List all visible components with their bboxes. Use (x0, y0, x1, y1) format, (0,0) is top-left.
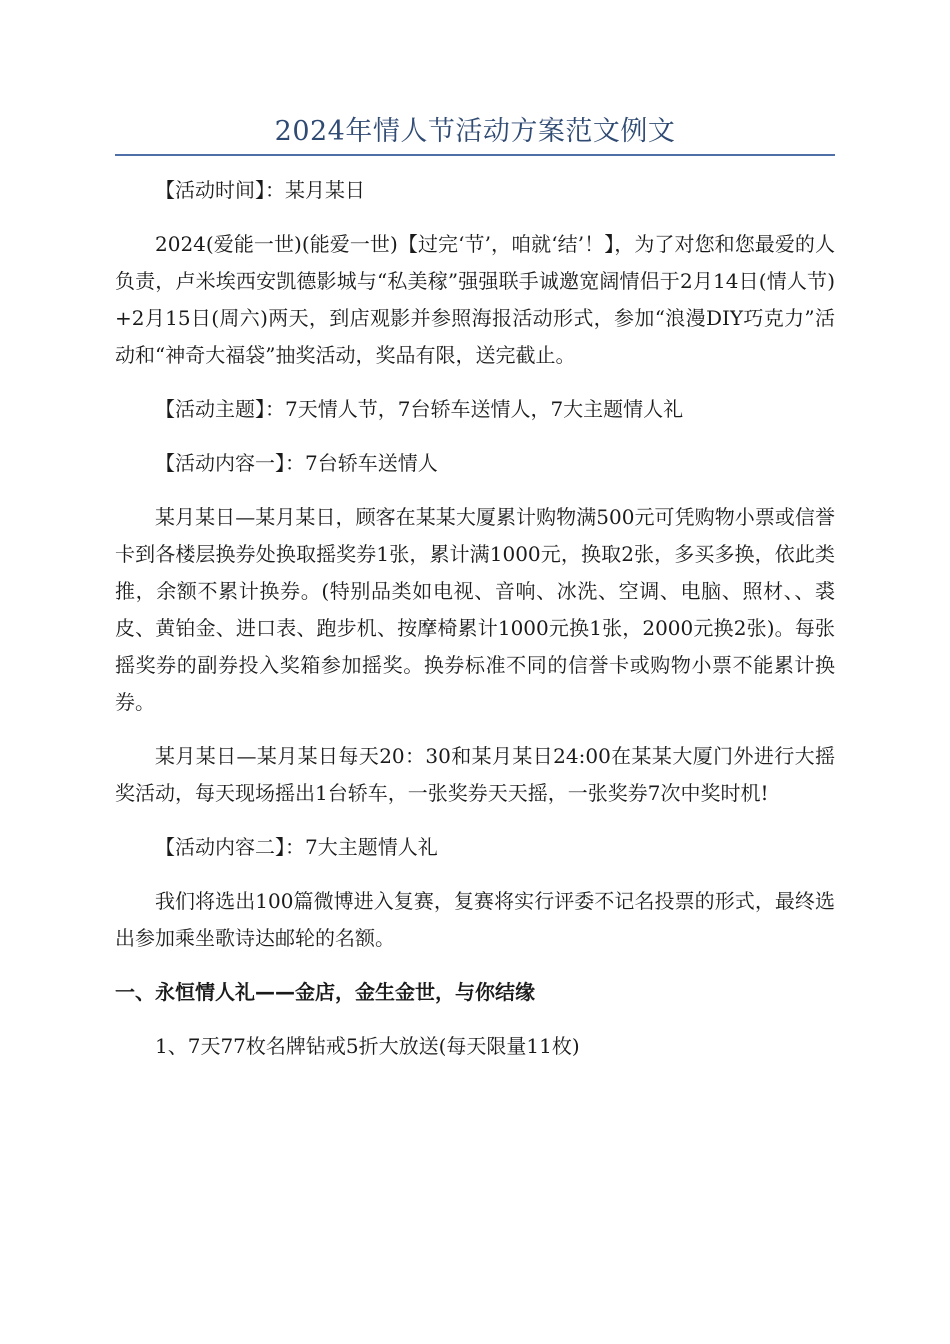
section-heading: 一、永恒情人礼——金店，金生金世，与你结缘 (115, 980, 535, 1004)
title-underline (115, 154, 835, 156)
list-item: 1、7天77枚名牌钻戒5折大放送(每天限量11枚) (155, 1034, 580, 1058)
paragraph-activity-time: 【活动时间】：某月某日 (155, 178, 365, 202)
paragraph-intro: 2024(爱能一世)(能爱一世)【过完‘节’，咱就‘结’！】，为了对您和您最爱的人负责，卢米埃西安凯德影城与“私美稼”强强联手诚邀宽阔情侣于2月14日(情人节)+2月15日(周六)两天，到店观影并参照海报活动形式，参加“浪漫DIY巧克力”活动和“神奇大福袋”抽奖活动，奖品有限，送完截止。 (115, 232, 835, 367)
document-body (115, 172, 835, 1065)
paragraph-content-one-detail: 某月某日—某月某日，顾客在某某大厦累计购物满500元可凭购物小票或信誉卡到各楼层换券处换取摇奖券1张，累计满1000元，换取2张，多买多换，依此类推，余额不累计换券。(特别品类如电视、音响、冰洗、空调、电脑、照材、、裘皮、黄铂金、进口表、跑步机、按摩椅累计1000元换1张，2000元换2张)。每张摇奖券的副券投入奖箱参加摇奖。换券标准不同的信誉卡或购物小票不能累计换券。 (115, 505, 835, 714)
document-title: 2024年情人节活动方案范文例文 (274, 116, 676, 147)
paragraph-lottery-detail: 某月某日—某月某日每天20：30和某月某日24:00在某某大厦门外进行大摇奖活动，每天现场摇出1台轿车，一张奖券天天摇，一张奖券7次中奖时机! (115, 744, 835, 805)
paragraph-content-two-label: 【活动内容二】：7大主题情人礼 (155, 835, 438, 859)
paragraph-content-one-label: 【活动内容一】：7台轿车送情人 (155, 451, 438, 475)
paragraph-weibo-selection: 我们将选出100篇微博进入复赛，复赛将实行评委不记名投票的形式，最终选出参加乘坐歌诗达邮轮的名额。 (115, 889, 835, 950)
paragraph-activity-theme: 【活动主题】：7天情人节，7台轿车送情人，7大主题情人礼 (155, 397, 684, 421)
